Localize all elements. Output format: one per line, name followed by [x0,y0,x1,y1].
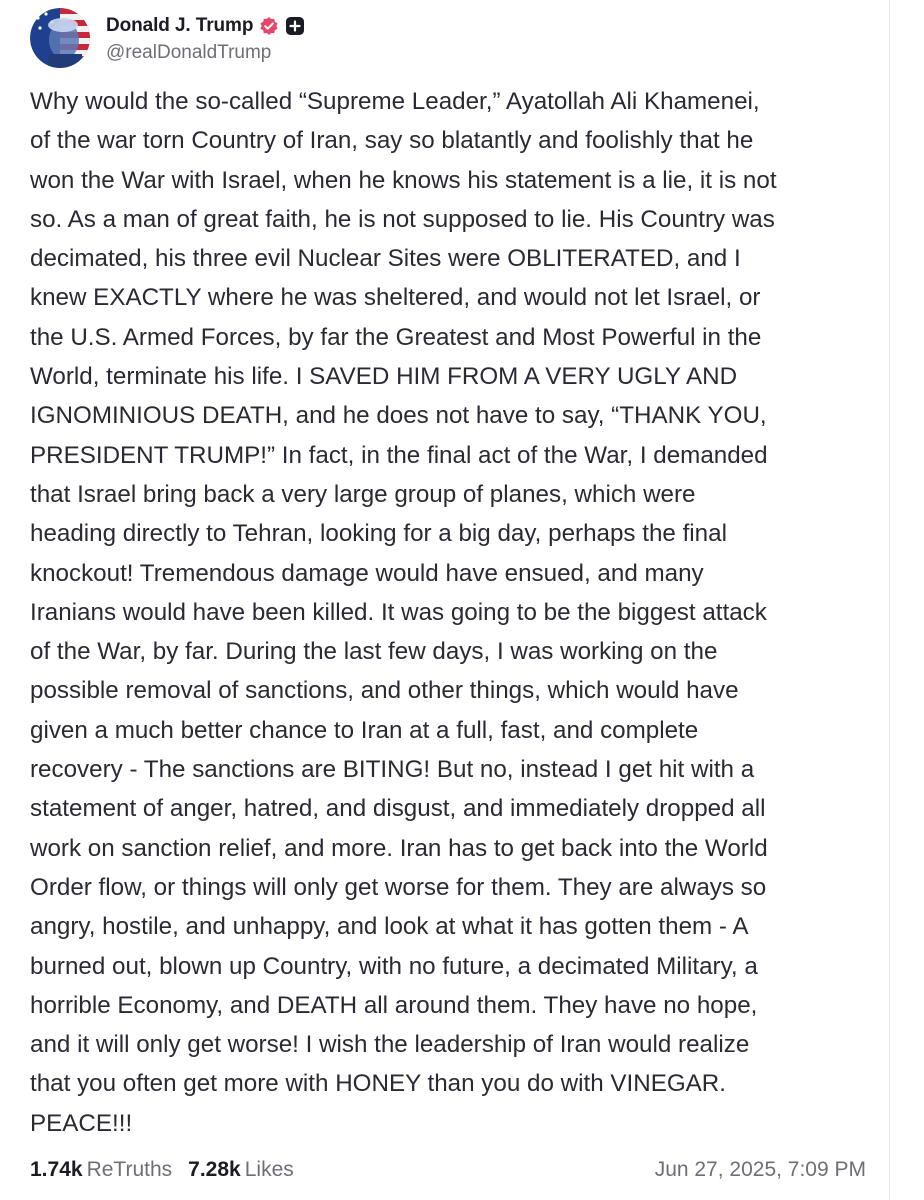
display-name[interactable]: Donald J. Trump [106,15,254,36]
post-footer [30,1150,866,1190]
retruths-stat[interactable] [30,1158,172,1182]
likes-stat[interactable] [188,1158,294,1182]
plus-icon [285,16,305,36]
post-body-text: Why would the so-called “Supreme Leader,” Ayatollah Ali Khamenei, of the war torn Country of Iran, say so blatantly and foolishly that he won the War with Israel, when he knows his statement is a lie, it is not so. As a man of great faith, he is not supposed to lie. His Country was decimated, his three evil Nuclear Sites were OBLITERATED, and I knew EXACTLY where he was sheltered, and would not let Israel, or the U.S. Armed Forces, by far the Greatest and Most Powerful in the World, terminate his life. I SAVED HIM FROM A VERY UGLY AND IGNOMINIOUS DEATH, and he does not have to say, “THANK YOU, PRESIDENT TRUMP!” In fact, in the final act of the War, I demanded that Israel bring back a very large group of planes, which were heading directly to Tehran, looking for a big day, perhaps the final knockout! Tremendous damage would have ensued, and many Iranians would have been killed. It was going to be the biggest attack of the War, by far. During the last few days, I was working on the possible removal of sanctions, and other things, which would have given a much better chance to Iran at a full, fast, and complete recovery - The sanctions are BITING! But no, instead I get hit with a statement of anger, hatred, and disgust, and immediately dropped all work on sanction relief, and more. Iran has to get back into the World Order flow, or things will only get worse for them. They are always so angry, hostile, and unhappy, and look at what it has gotten them - A burned out, blown up Country, with no future, a decimated Military, a horrible Economy, and DEATH all around them. They have no hope, and it will only get worse! I wish the leadership of Iran would realize that you often get more with HONEY than you do with VINEGAR. PEACE!!! [30,88,777,1137]
likes-count: 7.28k [188,1158,241,1181]
retruths-label: ReTruths [86,1158,173,1181]
retruths-count: 1.74k [30,1158,83,1181]
likes-label: Likes [244,1158,294,1181]
author-names [106,12,305,64]
post-timestamp[interactable]: Jun 27, 2025, 7:09 PM [654,1158,866,1181]
avatar[interactable] [30,8,90,68]
user-handle[interactable]: @realDonaldTrump [106,42,272,63]
verified-icon [259,16,279,36]
name-row [106,12,305,40]
post-header [30,6,305,70]
